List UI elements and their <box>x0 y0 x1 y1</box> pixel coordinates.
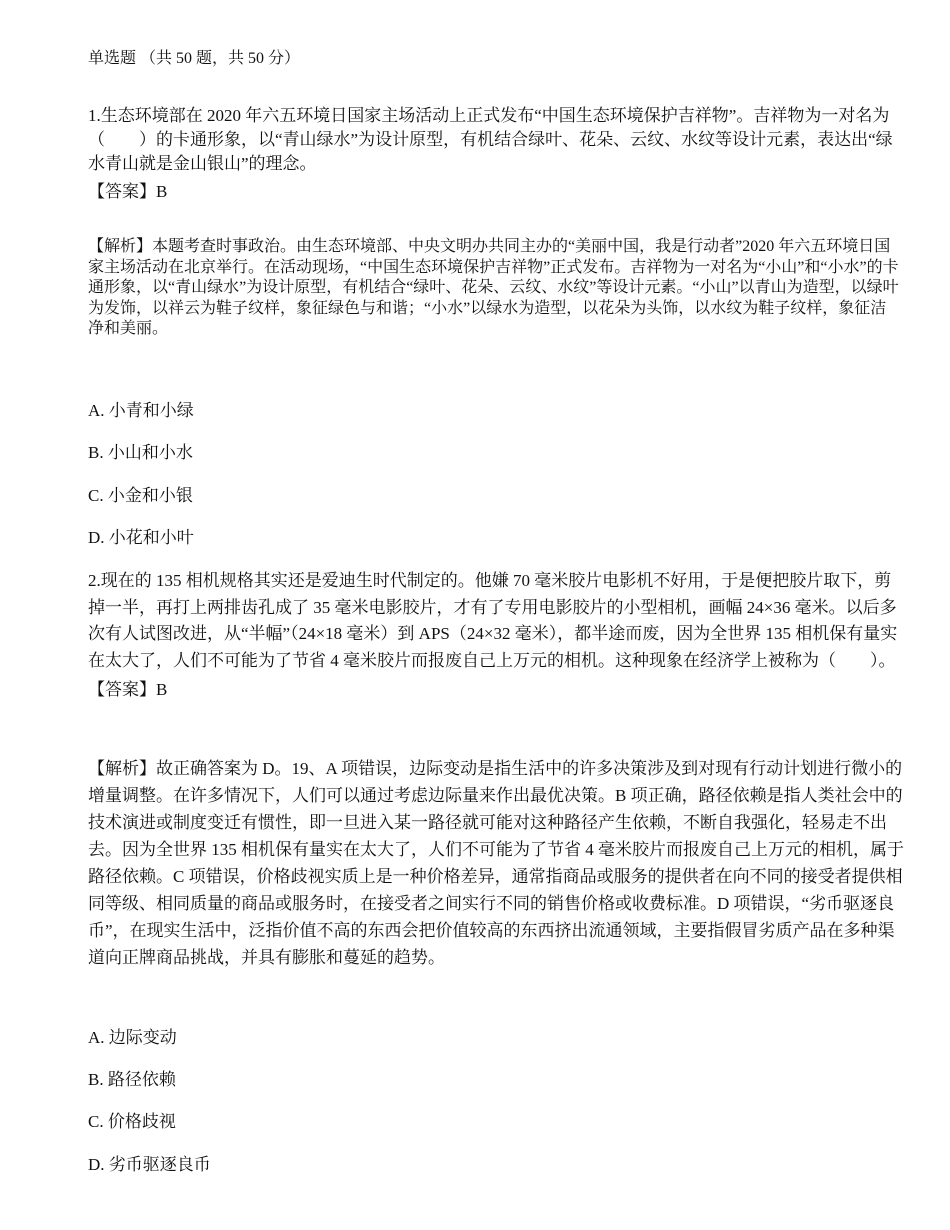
question-1-option-b[interactable]: B. 小山和小水 <box>88 443 193 462</box>
question-2-option-b[interactable]: B. 路径依赖 <box>88 1070 176 1089</box>
question-1-option-c[interactable]: C. 小金和小银 <box>88 486 193 505</box>
question-2-option-a[interactable]: A. 边际变动 <box>88 1028 177 1047</box>
question-2-option-c[interactable]: C. 价格歧视 <box>88 1112 176 1131</box>
question-2-block <box>88 568 908 702</box>
question-2-option-d[interactable]: D. 劣币驱逐良币 <box>88 1155 211 1174</box>
question-1-option-a[interactable]: A. 小青和小绿 <box>88 401 194 420</box>
question-1-explanation-block <box>88 237 900 340</box>
section-title: 单选题 （共 50 题，共 50 分） <box>88 50 301 67</box>
question-1-answer: 【答案】B <box>88 182 168 201</box>
question-1-explanation: 【解析】本题考查时事政治。由生态环境部、中央文明办共同主办的“美丽中国，我是行动者”2020 年六五环境日国家主场活动在北京举行。在活动现场，“中国生态环境保护吉祥物”正式发布。吉祥物为一对名为“小山”和“小水”的卡通形象，以“青山绿水”为设计原型，有机结合“绿叶、花朵、云纹、水纹”等设计元素。“小山”以青山为造型，以绿叶为发饰，以祥云为鞋子纹样，象征绿色与和谐；“小水”以绿水为造型，以花朵为头饰，以水纹为鞋子纹样，象征洁净和美丽。 <box>88 238 899 337</box>
question-2-explanation: 【解析】故正确答案为 D。19、A 项错误，边际变动是指生活中的许多决策涉及到对现有行动计划进行微小的增量调整。在许多情况下，人们可以通过考虑边际量来作出最优决策。B 项正确，路径依赖是指人类社会中的技术演进或制度变迁有惯性，即一旦进入某一路径就可能对这种路径产生依赖，不断自我强化，轻易走不出去。因为全世界 135 相机保有量实在太大了，人们不可能为了节省 4 毫米胶片而报废自己上万元的相机，属于路径依赖。C 项错误，价格歧视实质上是一种价格差异，通常指商品或服务的提供者在向不同的接受者提供相同等级、相同质量的商品或服务时，在接受者之间实行不同的销售价格或收费标准。D 项错误，“劣币驱逐良币”，在现实生活中，泛指价值不高的东西会把价值较高的东西挤出流通领域，主要指假冒劣质产品在多种渠道向正牌商品挑战，并具有膨胀和蔓延的趋势。 <box>88 759 904 967</box>
question-1-option-d[interactable]: D. 小花和小叶 <box>88 528 194 547</box>
question-2-explanation-block <box>88 755 908 971</box>
question-2-stem: 2.现在的 135 相机规格其实还是爱迪生时代制定的。他嫌 70 毫米胶片电影机不好用，于是便把胶片取下，剪掉一半，再打上两排齿孔成了 35 毫米电影胶片，才有了专用电影胶片的小型相机，画幅 24×36 毫米。以后多次有人试图改进，从“半幅”（24×18 毫米）到 APS（24×32 毫米），都半途而废，因为全世界 135 相机保有量实在太大了，人们不可能为了节省 4 毫米胶片而报废自己上万元的相机。这种现象在经济学上被称为（ ）。 <box>88 571 898 670</box>
question-1-stem: 1.生态环境部在 2020 年六五环境日国家主场活动上正式发布“中国生态环境保护吉祥物”。吉祥物为一对名为（ ）的卡通形象，以“青山绿水”为设计原型，有机结合绿叶、花朵、云纹、水纹等设计元素，表达出“绿水青山就是金山银山”的理念。 <box>88 106 893 173</box>
question-2-answer: 【答案】B <box>88 680 168 699</box>
question-1-block <box>88 104 908 204</box>
